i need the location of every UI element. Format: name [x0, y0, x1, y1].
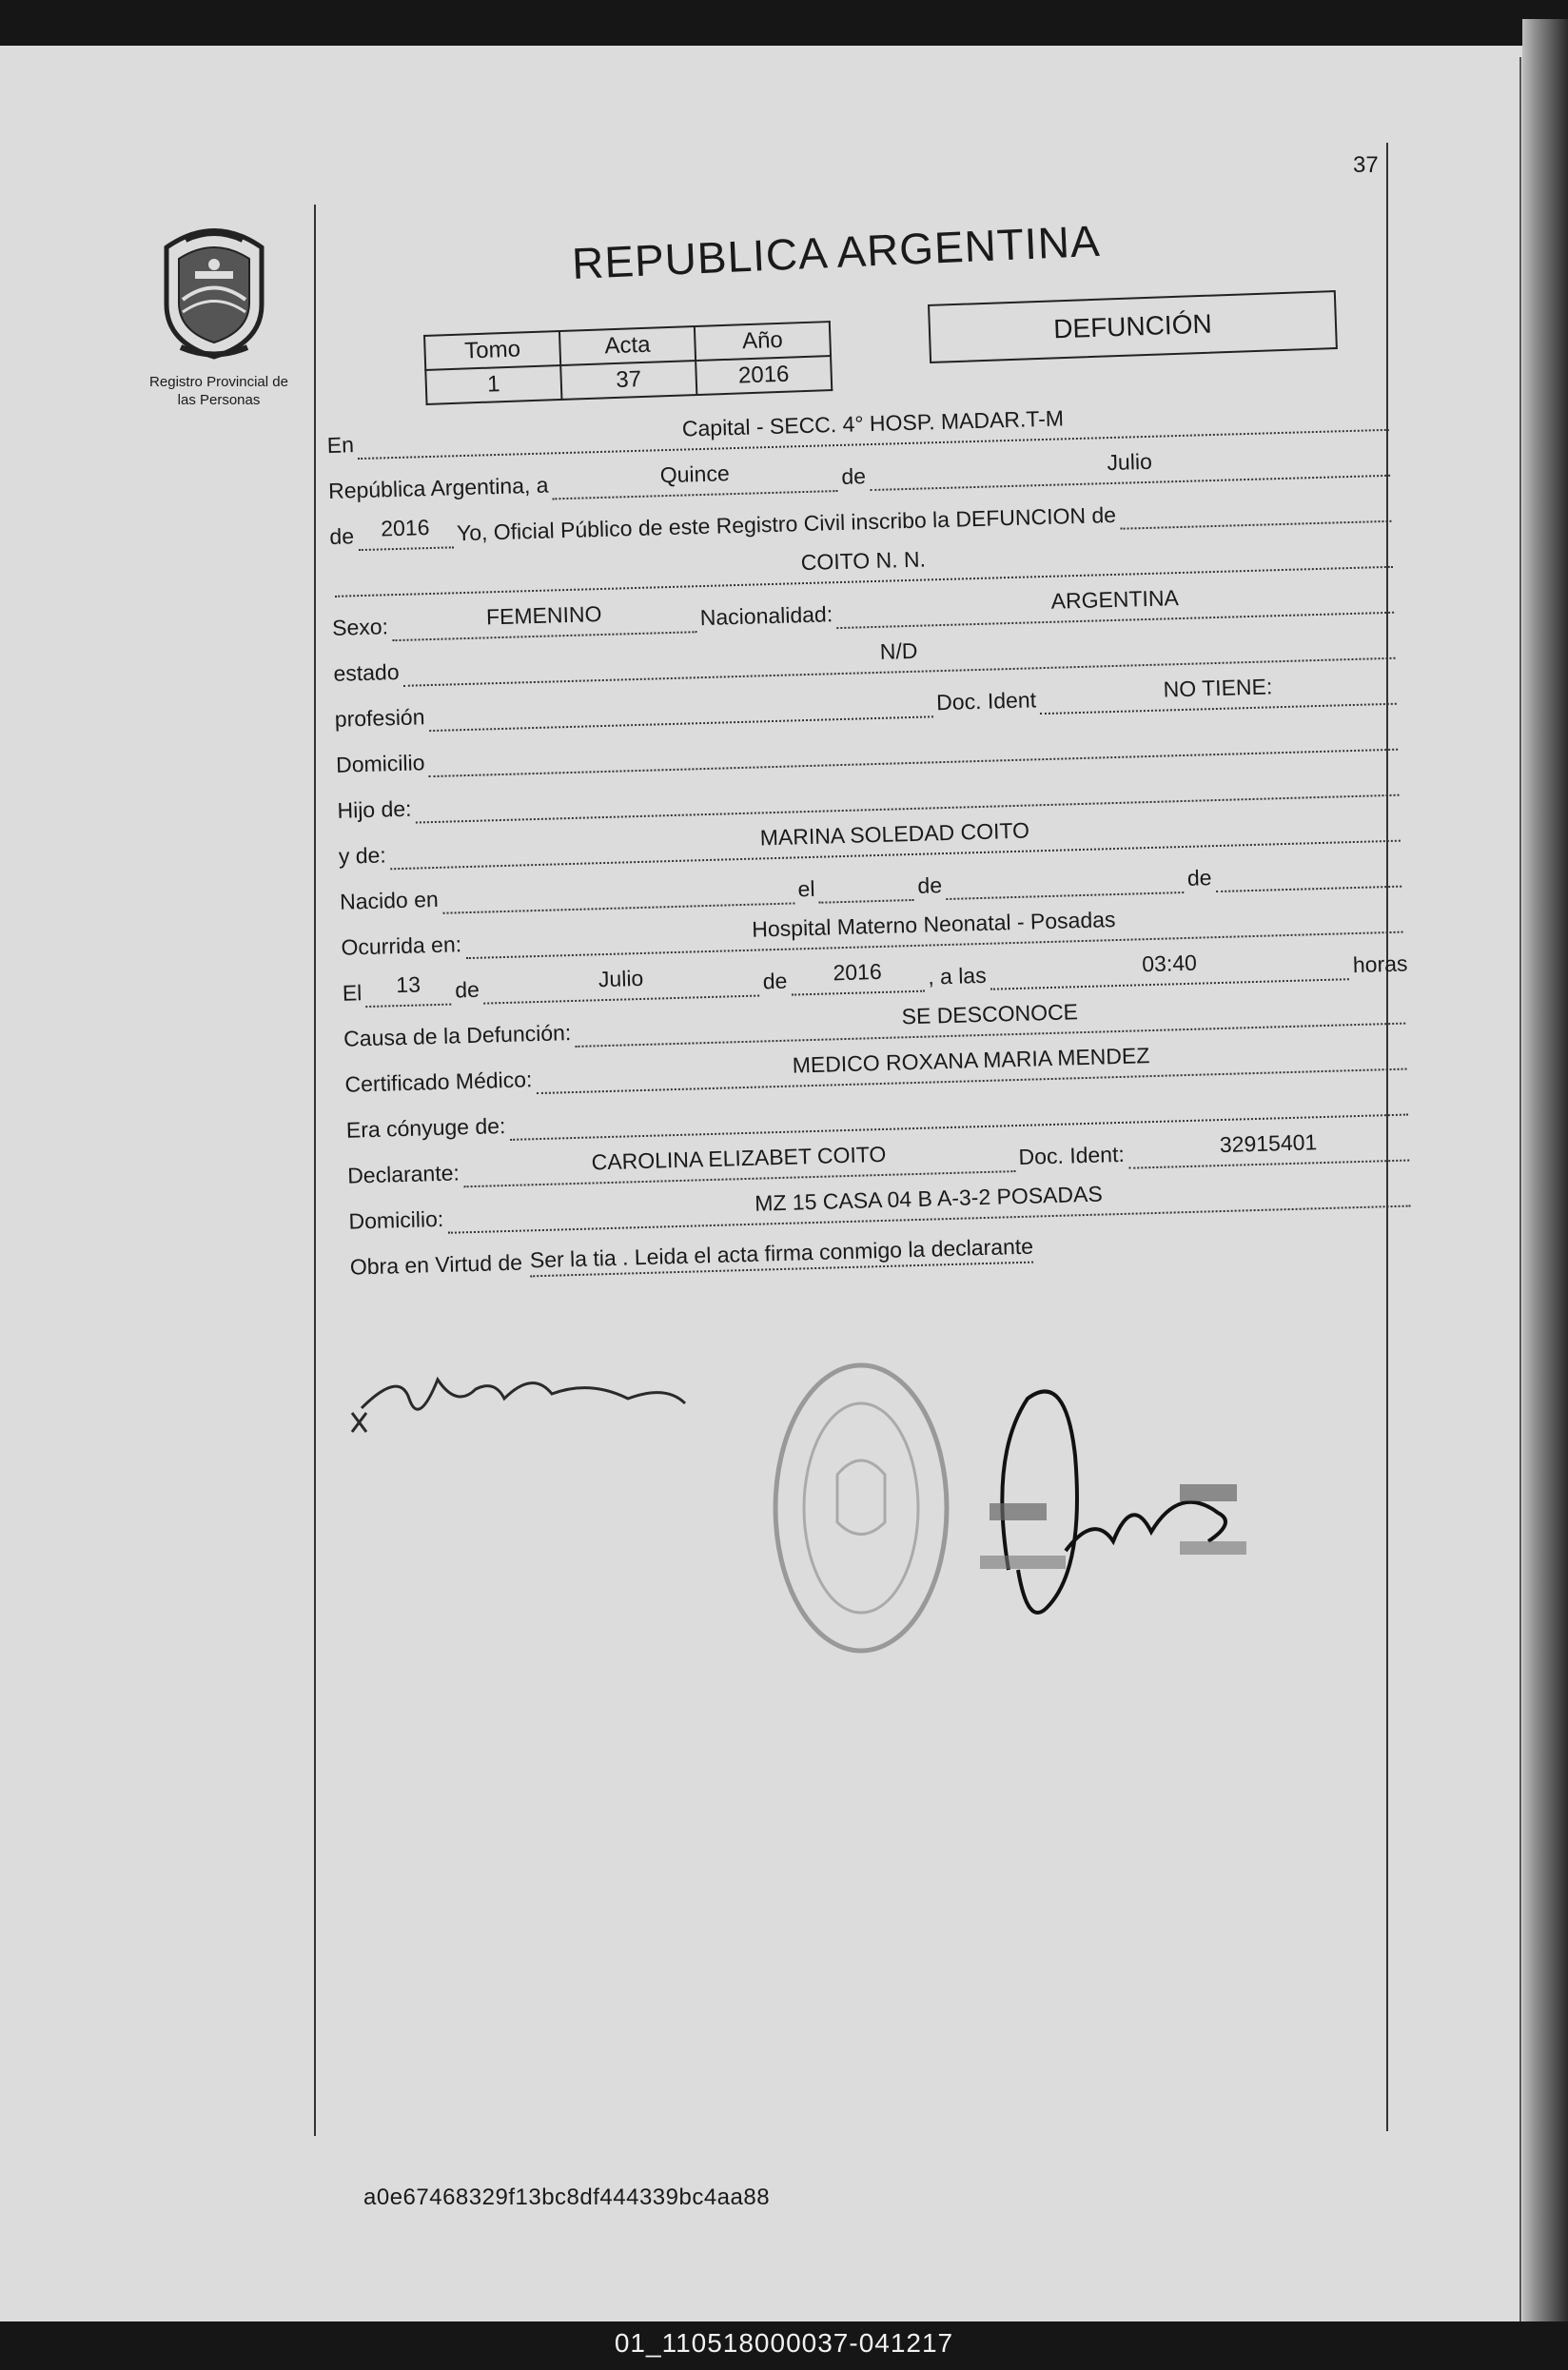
nacido-place [441, 866, 794, 913]
registry-name [124, 373, 314, 409]
domicilio2-value: MZ 15 CASA 04 B A-3-2 POSADAS [447, 1169, 1411, 1234]
acta-value: 37 [560, 361, 696, 400]
page-edge [1522, 19, 1568, 2321]
estado-value: N/D [402, 621, 1396, 687]
doc-ident2-label: Doc. Ident: [1018, 1141, 1126, 1169]
domicilio2-label: Domicilio: [348, 1205, 444, 1234]
certificado-label: Certificado Médico: [344, 1067, 533, 1097]
document-title: REPUBLICA ARGENTINA [571, 215, 1102, 288]
de4-label: de [762, 968, 788, 994]
en-value: Capital - SECC. 4° HOSP. MADAR.T-M [357, 393, 1389, 460]
yde-label: y de: [338, 842, 387, 869]
de3-label: de [454, 976, 480, 1003]
el-label: el [797, 875, 815, 902]
oficial-text: Yo, Oficial Público de este Registro Civil inscribo la DEFUNCION de [456, 501, 1117, 546]
de-a-label: de [917, 872, 943, 898]
ocurrida-label: Ocurrida en: [341, 931, 462, 960]
declarant-signature [352, 1380, 685, 1432]
nacido-day [818, 863, 914, 904]
death-year: 2016 [791, 954, 925, 996]
de-label: de [840, 463, 867, 489]
declarante-label: Declarante: [346, 1160, 461, 1188]
nacionalidad-label: Nacionalidad: [699, 601, 833, 631]
profesion-label: profesión [334, 704, 425, 732]
tomo-value: 1 [425, 365, 561, 404]
nacionalidad-value: ARGENTINA [835, 576, 1394, 629]
day-text: Quince [552, 454, 838, 499]
sexo-value: FEMENINO [391, 595, 696, 641]
death-time: 03:40 [990, 942, 1349, 990]
anio-header: Año [695, 322, 831, 361]
death-record-form [326, 389, 1422, 1351]
year-value: 2016 [357, 510, 453, 551]
horas-label: horas [1352, 950, 1408, 978]
tomo-header: Tomo [424, 331, 560, 370]
deceased-name: COITO N. N. [334, 530, 1393, 597]
nacido-month [945, 855, 1184, 900]
ocurrida-value: Hospital Materno Neonatal - Posadas [464, 895, 1402, 959]
sexo-label: Sexo: [331, 614, 389, 640]
domicilio-label: Domicilio [335, 750, 425, 777]
death-day: 13 [365, 968, 452, 1008]
nacido-year [1215, 850, 1401, 892]
file-identifier: 01_110518000037-041217 [614, 2328, 954, 2358]
registry-name-line2: las Personas [177, 392, 261, 408]
official-signature [980, 1392, 1246, 1614]
alas-label: , a las [927, 962, 987, 989]
anio-value: 2016 [696, 356, 832, 395]
registry-seal [775, 1365, 947, 1651]
el2-label: El [342, 980, 363, 1006]
left-margin-line [314, 205, 316, 2136]
obra-value: Ser la tia . Leida el acta firma conmigo la declarante [530, 1234, 1034, 1278]
en-label: En [326, 432, 355, 458]
signatures-and-seal [343, 1342, 1389, 1703]
nacido-label: Nacido en [339, 886, 440, 914]
doc-ident2-value: 32915401 [1127, 1124, 1409, 1169]
de2-label: de [329, 523, 355, 549]
acta-header: Acta [559, 326, 696, 365]
page-edge-line [1519, 57, 1521, 2321]
certificado-value: MEDICO ROXANA MARIA MENDEZ [536, 1032, 1407, 1095]
republica-label: República Argentina, a [327, 472, 549, 503]
mother-name: MARINA SOLEDAD COITO [389, 804, 1401, 871]
document-hash: a0e67468329f13bc8df444339bc4aa88 [363, 2184, 771, 2210]
causa-value: SE DESCONOCE [575, 987, 1406, 1048]
estado-label: estado [333, 658, 400, 686]
doc-ident-value: NO TIENE: [1039, 667, 1397, 715]
hijo-label: Hijo de: [337, 795, 412, 823]
conyuge-label: Era cónyuge de: [345, 1113, 506, 1143]
obra-label: Obra en Virtud de [349, 1249, 523, 1280]
registry-name-line1: Registro Provincial de [149, 374, 288, 390]
record-type-box: DEFUNCIÓN [928, 290, 1338, 363]
year-line-blank [1119, 484, 1391, 530]
death-month: Julio [482, 959, 759, 1005]
month-text: Julio [869, 439, 1390, 491]
page-number: 37 [1353, 152, 1379, 178]
causa-label: Causa de la Defunción: [343, 1020, 572, 1051]
de-b-label: de [1186, 865, 1212, 891]
reference-table [423, 321, 833, 405]
doc-ident-label: Doc. Ident [935, 687, 1037, 715]
declarante-value: CAROLINA ELIZABET COITO [462, 1134, 1015, 1187]
province-coat-of-arms-icon [152, 219, 276, 362]
